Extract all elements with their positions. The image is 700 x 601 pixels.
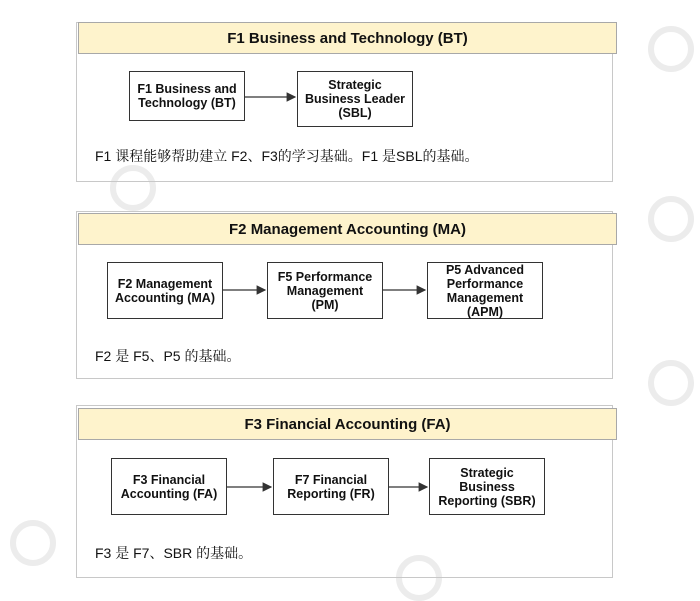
node-p5-apm: P5 Advanced Performance Management (APM) — [427, 262, 543, 319]
section-note-f3: F3 是 F7、SBR 的基础。 — [95, 545, 253, 561]
section-header-f2: F2 Management Accounting (MA) — [78, 213, 617, 245]
node-sbl: Strategic Business Leader (SBL) — [297, 71, 413, 127]
node-f2-ma: F2 Management Accounting (MA) — [107, 262, 223, 319]
section-header-f3: F3 Financial Accounting (FA) — [78, 408, 617, 440]
node-f7-fr: F7 Financial Reporting (FR) — [273, 458, 389, 515]
node-f3-fa: F3 Financial Accounting (FA) — [111, 458, 227, 515]
node-f1-bt: F1 Business and Technology (BT) — [129, 71, 245, 121]
node-sbr: Strategic Business Reporting (SBR) — [429, 458, 545, 515]
section-note-f2: F2 是 F5、P5 的基础。 — [95, 348, 241, 364]
section-note-f1: F1 课程能够帮助建立 F2、F3的学习基础。F1 是SBL的基础。 — [95, 148, 479, 164]
node-f5-pm: F5 Performance Management (PM) — [267, 262, 383, 319]
section-header-f1: F1 Business and Technology (BT) — [78, 22, 617, 54]
